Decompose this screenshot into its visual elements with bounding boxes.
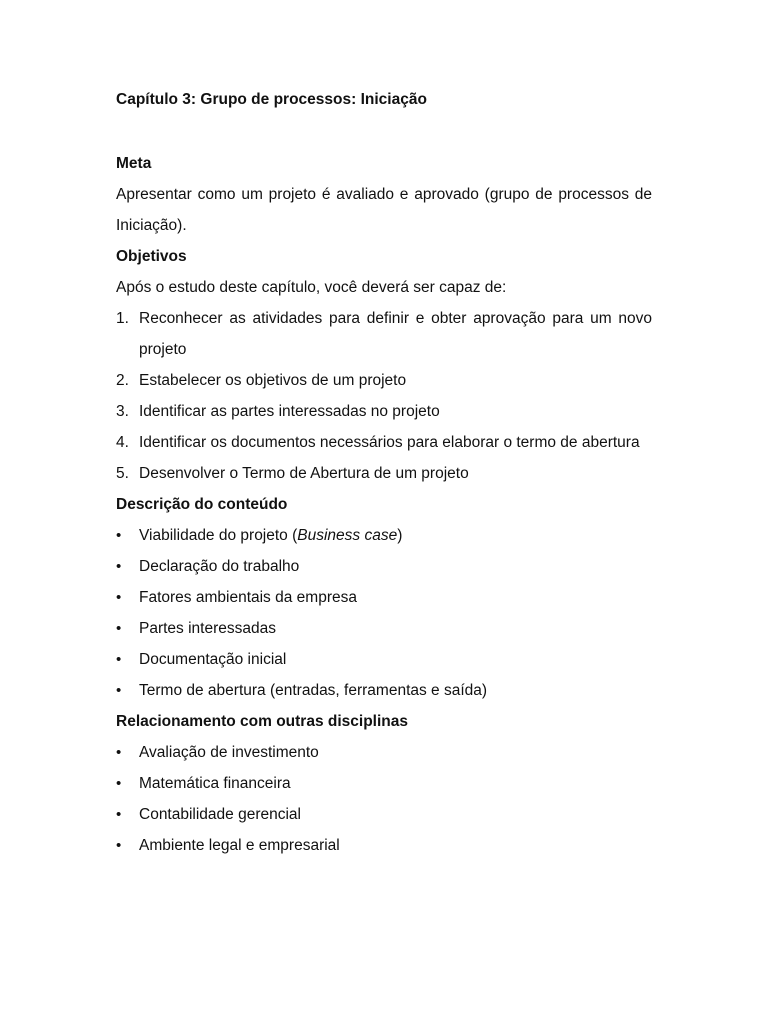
item-text: Contabilidade gerencial [139, 806, 302, 823]
bullet-icon: • [116, 806, 122, 823]
relacionamento-heading: Relacionamento com outras disciplinas [116, 713, 408, 730]
bullet-icon: • [116, 558, 122, 575]
document-page [116, 86, 652, 861]
item-text: Matemática financeira [139, 775, 291, 792]
list-item [116, 768, 652, 799]
item-text-before: Documentação inicial [139, 651, 287, 668]
chapter-title: Capítulo 3: Grupo de processos: Iniciação [116, 91, 427, 108]
objetivos-item [116, 458, 652, 489]
item-text: Avaliação de investimento [139, 744, 319, 761]
objetivos-item [116, 396, 652, 427]
item-text: Identificar as partes interessadas no projeto [139, 403, 440, 420]
item-text-before: Viabilidade do projeto ( [139, 527, 298, 544]
spacer [116, 114, 652, 148]
list-item [116, 644, 652, 675]
list-item [116, 551, 652, 582]
objetivos-heading: Objetivos [116, 248, 187, 265]
item-text: Estabelecer os objetivos de um projeto [139, 372, 407, 389]
item-number: 3. [116, 403, 129, 420]
item-text: Ambiente legal e empresarial [139, 837, 340, 854]
item-text: Identificar os documentos necessários para elaborar o termo de abertura [139, 434, 640, 451]
objetivos-item [116, 303, 652, 365]
meta-heading: Meta [116, 155, 152, 172]
list-item [116, 613, 652, 644]
item-text-before: Declaração do trabalho [139, 558, 300, 575]
objetivos-intro: Após o estudo deste capítulo, você deverá ser capaz de: [116, 279, 507, 296]
item-text: Reconhecer as atividades para definir e obter aprovação para um novo projeto [139, 310, 652, 358]
item-text-after: ) [397, 527, 403, 544]
bullet-icon: • [116, 775, 122, 792]
list-item [116, 520, 652, 551]
item-text-before: Partes interessadas [139, 620, 276, 637]
bullet-icon: • [116, 651, 122, 668]
item-number: 5. [116, 465, 129, 482]
bullet-icon: • [116, 589, 122, 606]
bullet-icon: • [116, 682, 122, 699]
meta-text: Apresentar como um projeto é avaliado e aprovado (grupo de processos de Iniciação). [116, 186, 652, 234]
list-item [116, 799, 652, 830]
descricao-heading: Descrição do conteúdo [116, 496, 288, 513]
descricao-list [116, 520, 652, 706]
bullet-icon: • [116, 744, 122, 761]
item-number: 4. [116, 434, 129, 451]
bullet-icon: • [116, 620, 122, 637]
item-text-before: Fatores ambientais da empresa [139, 589, 357, 606]
objetivos-item [116, 427, 652, 458]
objetivos-item [116, 365, 652, 396]
list-item [116, 675, 652, 706]
item-number: 2. [116, 372, 129, 389]
list-item [116, 830, 652, 861]
item-text-italic: Business case [297, 527, 398, 544]
bullet-icon: • [116, 527, 122, 544]
item-number: 1. [116, 310, 129, 327]
objetivos-list [116, 303, 652, 489]
item-text: Desenvolver o Termo de Abertura de um projeto [139, 465, 469, 482]
bullet-icon: • [116, 837, 122, 854]
list-item [116, 737, 652, 768]
item-text-before: Termo de abertura (entradas, ferramentas e saída) [139, 682, 488, 699]
list-item [116, 582, 652, 613]
relacionamento-list [116, 737, 652, 861]
